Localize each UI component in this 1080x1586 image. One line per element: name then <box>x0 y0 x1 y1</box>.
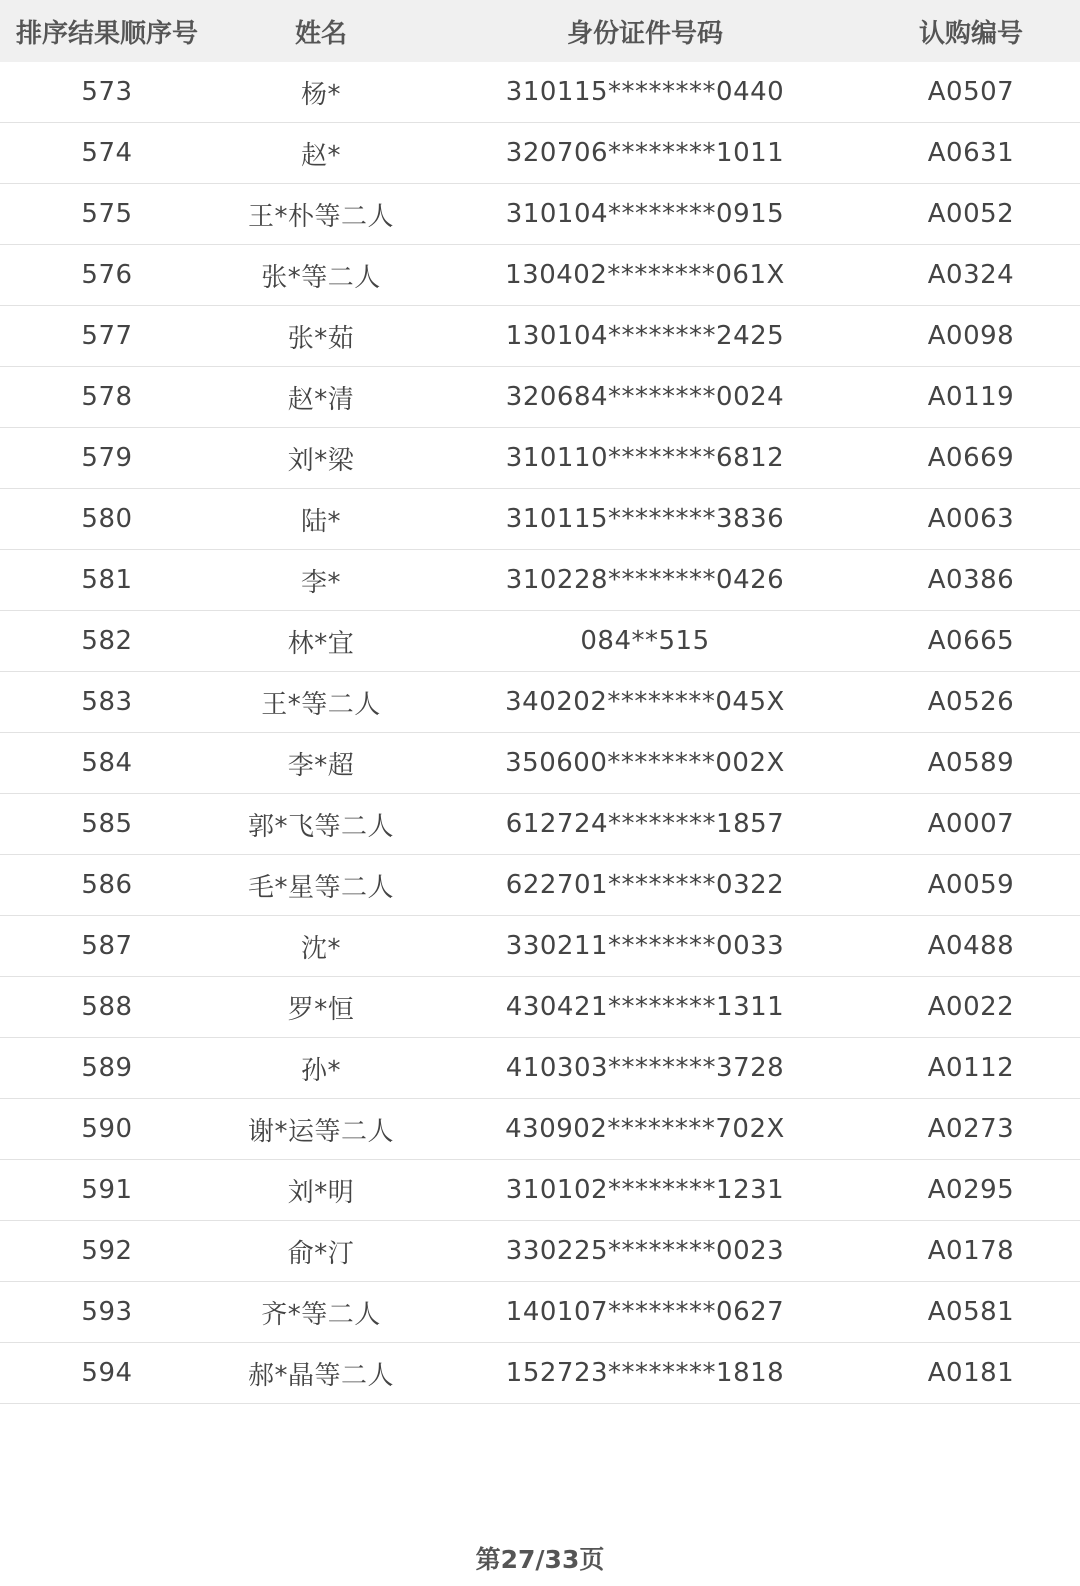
cell-id-number: 612724********1857 <box>505 809 785 839</box>
table-row <box>0 245 1080 306</box>
cell-subscription-number: A0589 <box>927 748 1015 778</box>
cell-name: 谢*运等二人 <box>247 1116 394 1147</box>
cell-name: 杨* <box>300 79 341 110</box>
cell-id-number: 350600********002X <box>505 748 785 778</box>
cell-rank: 577 <box>81 321 133 351</box>
cell-rank: 574 <box>81 138 133 168</box>
cell-subscription-number: A0052 <box>927 199 1015 229</box>
table-row <box>0 672 1080 733</box>
table-row <box>0 367 1080 428</box>
cell-subscription-number: A0059 <box>927 870 1015 900</box>
cell-subscription-number: A0324 <box>927 260 1015 290</box>
cell-id-number: 130402********061X <box>505 260 785 290</box>
table-row <box>0 733 1080 794</box>
cell-rank: 576 <box>81 260 133 290</box>
table-row <box>0 1038 1080 1099</box>
cell-subscription-number: A0665 <box>927 626 1015 656</box>
table-row <box>0 855 1080 916</box>
cell-rank: 573 <box>81 77 133 107</box>
cell-rank: 588 <box>81 992 133 1022</box>
cell-rank: 580 <box>81 504 133 534</box>
cell-subscription-number: A0119 <box>927 382 1015 412</box>
cell-id-number: 430902********702X <box>505 1114 785 1144</box>
cell-id-number: 310115********0440 <box>505 77 785 107</box>
cell-subscription-number: A0178 <box>927 1236 1015 1266</box>
cell-rank: 578 <box>81 382 133 412</box>
cell-rank: 590 <box>81 1114 133 1144</box>
page-indicator: 第27/33页 <box>475 1545 605 1574</box>
cell-rank: 594 <box>81 1358 133 1388</box>
cell-id-number: 310110********6812 <box>505 443 785 473</box>
cell-id-number: 330225********0023 <box>505 1236 785 1266</box>
cell-id-number: 130104********2425 <box>505 321 785 351</box>
cell-subscription-number: A0669 <box>927 443 1015 473</box>
cell-id-number: 152723********1818 <box>505 1358 785 1388</box>
cell-name: 郝*晶等二人 <box>247 1360 394 1391</box>
cell-rank: 575 <box>81 199 133 229</box>
cell-subscription-number: A0063 <box>927 504 1015 534</box>
cell-id-number: 340202********045X <box>505 687 785 717</box>
cell-rank: 586 <box>81 870 133 900</box>
cell-name: 罗*恒 <box>287 994 355 1025</box>
cell-id-number: 320684********0024 <box>505 382 785 412</box>
cell-rank: 593 <box>81 1297 133 1327</box>
cell-name: 毛*星等二人 <box>247 872 394 903</box>
table-row <box>0 1160 1080 1221</box>
cell-rank: 582 <box>81 626 133 656</box>
table-body <box>0 62 1080 1404</box>
cell-name: 张*等二人 <box>261 262 381 293</box>
cell-subscription-number: A0631 <box>927 138 1015 168</box>
cell-rank: 587 <box>81 931 133 961</box>
cell-rank: 592 <box>81 1236 133 1266</box>
cell-subscription-number: A0098 <box>927 321 1015 351</box>
cell-id-number: 310115********3836 <box>505 504 785 534</box>
cell-rank: 589 <box>81 1053 133 1083</box>
cell-rank: 583 <box>81 687 133 717</box>
cell-name: 林*宜 <box>287 628 355 659</box>
table-row <box>0 1343 1080 1404</box>
table-row <box>0 550 1080 611</box>
cell-subscription-number: A0007 <box>927 809 1015 839</box>
cell-rank: 591 <box>81 1175 133 1205</box>
cell-subscription-number: A0526 <box>927 687 1015 717</box>
table-row <box>0 977 1080 1038</box>
cell-name: 王*等二人 <box>261 689 381 720</box>
cell-id-number: 140107********0627 <box>505 1297 785 1327</box>
cell-name: 郭*飞等二人 <box>247 811 394 842</box>
header-rank: 排序结果顺序号 <box>15 18 198 49</box>
table-row <box>0 1221 1080 1282</box>
table-row <box>0 123 1080 184</box>
cell-rank: 584 <box>81 748 133 778</box>
cell-name: 李* <box>300 567 341 598</box>
header-name: 姓名 <box>294 18 347 49</box>
table-row <box>0 306 1080 367</box>
table-row <box>0 611 1080 672</box>
cell-subscription-number: A0507 <box>927 77 1015 107</box>
cell-name: 刘*明 <box>287 1177 355 1208</box>
header-id-number: 身份证件号码 <box>566 18 723 49</box>
cell-name: 陆* <box>300 506 341 537</box>
cell-rank: 585 <box>81 809 133 839</box>
cell-name: 王*朴等二人 <box>247 201 394 232</box>
cell-name: 赵*清 <box>287 384 355 415</box>
cell-name: 沈* <box>300 933 341 964</box>
cell-name: 张*茹 <box>287 323 355 354</box>
cell-name: 李*超 <box>287 750 355 781</box>
table-row <box>0 428 1080 489</box>
cell-name: 孙* <box>300 1055 341 1086</box>
cell-id-number: 330211********0033 <box>505 931 785 961</box>
cell-id-number: 622701********0322 <box>505 870 785 900</box>
cell-id-number: 430421********1311 <box>505 992 785 1022</box>
header-subscription-number: 认购编号 <box>918 18 1023 49</box>
table-header <box>0 0 1080 62</box>
cell-subscription-number: A0181 <box>927 1358 1015 1388</box>
cell-id-number: 320706********1011 <box>505 138 785 168</box>
cell-rank: 579 <box>81 443 133 473</box>
cell-id-number: 084**515 <box>580 626 710 656</box>
cell-name: 刘*梁 <box>287 445 355 476</box>
cell-subscription-number: A0488 <box>927 931 1015 961</box>
table-row <box>0 1099 1080 1160</box>
cell-rank: 581 <box>81 565 133 595</box>
table-row <box>0 489 1080 550</box>
cell-id-number: 310228********0426 <box>505 565 785 595</box>
cell-name: 赵* <box>300 140 341 171</box>
cell-subscription-number: A0112 <box>927 1053 1015 1083</box>
cell-name: 齐*等二人 <box>261 1299 381 1330</box>
cell-name: 俞*汀 <box>287 1238 355 1269</box>
table-row <box>0 184 1080 245</box>
table-row <box>0 1282 1080 1343</box>
table-row <box>0 916 1080 977</box>
cell-subscription-number: A0273 <box>927 1114 1015 1144</box>
cell-subscription-number: A0022 <box>927 992 1015 1022</box>
table-row <box>0 62 1080 123</box>
cell-subscription-number: A0295 <box>927 1175 1015 1205</box>
cell-subscription-number: A0386 <box>927 565 1015 595</box>
cell-id-number: 310102********1231 <box>505 1175 785 1205</box>
cell-id-number: 410303********3728 <box>505 1053 785 1083</box>
cell-subscription-number: A0581 <box>927 1297 1015 1327</box>
table-row <box>0 794 1080 855</box>
cell-id-number: 310104********0915 <box>505 199 785 229</box>
